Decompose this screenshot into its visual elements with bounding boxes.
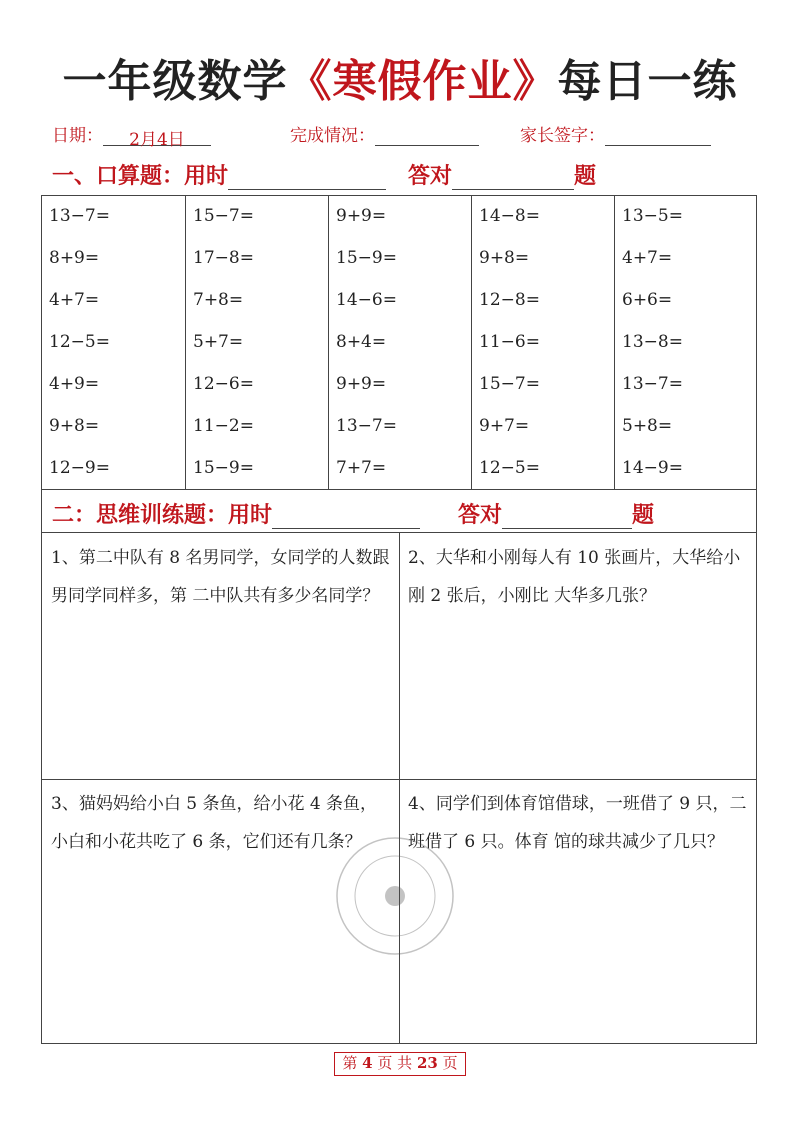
equation: 8+9= xyxy=(49,248,100,268)
arithmetic-column-1 xyxy=(42,196,185,489)
equation: 9+9= xyxy=(336,374,387,394)
equation: 12−5= xyxy=(479,458,540,478)
arithmetic-column-5 xyxy=(614,196,755,489)
equation: 6+6= xyxy=(622,290,673,310)
equation: 14−8= xyxy=(479,206,540,226)
equation: 11−2= xyxy=(193,416,254,436)
section1-unit: 题 xyxy=(574,163,597,189)
section1-header xyxy=(52,159,596,190)
equation: 17−8= xyxy=(193,248,254,268)
equation: 9+8= xyxy=(479,248,530,268)
title-prefix: 一年级数学 xyxy=(62,56,288,107)
equation: 4+7= xyxy=(49,290,100,310)
equation: 12−9= xyxy=(49,458,110,478)
completion-field xyxy=(290,121,479,146)
equation: 14−6= xyxy=(336,290,397,310)
word-problem-4: 4、同学们到体育馆借球，一班借了 9 只，二班借了 6 只。体育 馆的球共减少了几只？ xyxy=(408,794,747,852)
equation: 8+4= xyxy=(336,332,387,352)
parent-label: 家长签字： xyxy=(520,126,605,146)
equation: 7+8= xyxy=(193,290,244,310)
equation: 15−7= xyxy=(479,374,540,394)
current-page-number: 4 xyxy=(362,1054,373,1072)
equation: 4+7= xyxy=(622,248,673,268)
section1-correct-line[interactable] xyxy=(452,163,574,190)
equation: 9+8= xyxy=(49,416,100,436)
total-pages-number: 23 xyxy=(416,1054,438,1072)
equation: 13−7= xyxy=(336,416,397,436)
equation: 7+7= xyxy=(336,458,387,478)
equation: 12−6= xyxy=(193,374,254,394)
section1-correct-label: 答对 xyxy=(408,163,453,189)
completion-label: 完成情况： xyxy=(290,126,375,146)
equation: 13−7= xyxy=(622,374,683,394)
page-title xyxy=(0,52,800,112)
section2-correct-label: 答对 xyxy=(458,502,503,528)
equation: 13−7= xyxy=(49,206,110,226)
equation: 13−5= xyxy=(622,206,683,226)
footer-prefix: 第 xyxy=(342,1054,358,1072)
section2-unit: 题 xyxy=(632,502,655,528)
parent-signature-field xyxy=(520,121,711,146)
equation: 9+7= xyxy=(479,416,530,436)
page-footer xyxy=(334,1052,466,1076)
equation: 12−8= xyxy=(479,290,540,310)
word-problem-1: 1、第二中队有 8 名男同学，女同学的人数跟男同学同样多，第 二中队共有多少名同学？ xyxy=(51,548,390,606)
equation: 4+9= xyxy=(49,374,100,394)
section2-correct-line[interactable] xyxy=(502,502,632,529)
equation: 5+7= xyxy=(193,332,244,352)
watermark-stamp xyxy=(330,818,460,968)
equation: 12−5= xyxy=(49,332,110,352)
equation: 5+8= xyxy=(622,416,673,436)
date-field xyxy=(52,121,211,150)
parent-signature-line[interactable] xyxy=(605,125,711,146)
equation: 15−9= xyxy=(336,248,397,268)
equation: 15−9= xyxy=(193,458,254,478)
footer-middle: 页 共 xyxy=(377,1054,413,1072)
date-label: 日期： xyxy=(52,126,103,146)
arithmetic-column-3 xyxy=(328,196,471,489)
word-problem-2: 2、大华和小刚每人有 10 张画片，大华给小刚 2 张后，小刚比 大华多几张？ xyxy=(408,548,741,606)
equation: 11−6= xyxy=(479,332,540,352)
section1-label: 一、口算题：用时 xyxy=(52,163,229,189)
footer-suffix: 页 xyxy=(442,1054,458,1072)
equation: 13−8= xyxy=(622,332,683,352)
word-problem-3: 3、猫妈妈给小白 5 条鱼，给小花 4 条鱼，小白和小花共吃了 6 条，它们还有几条？ xyxy=(51,794,378,852)
completion-input-line[interactable] xyxy=(375,125,479,146)
arithmetic-column-4 xyxy=(471,196,614,489)
equation: 15−7= xyxy=(193,206,254,226)
equation: 14−9= xyxy=(622,458,683,478)
equation: 9+9= xyxy=(336,206,387,226)
info-row xyxy=(52,121,752,150)
title-highlight: 《寒假作业》 xyxy=(287,56,558,107)
date-value[interactable]: 2月4日 xyxy=(103,125,211,146)
section2-header xyxy=(52,498,654,529)
section2-label: 二：思维训练题：用时 xyxy=(52,502,273,528)
section1-time-line[interactable] xyxy=(228,163,386,190)
arithmetic-grid xyxy=(41,195,757,490)
arithmetic-column-2 xyxy=(185,196,328,489)
section2-time-line[interactable] xyxy=(272,502,420,529)
title-suffix: 每日一练 xyxy=(557,56,738,107)
